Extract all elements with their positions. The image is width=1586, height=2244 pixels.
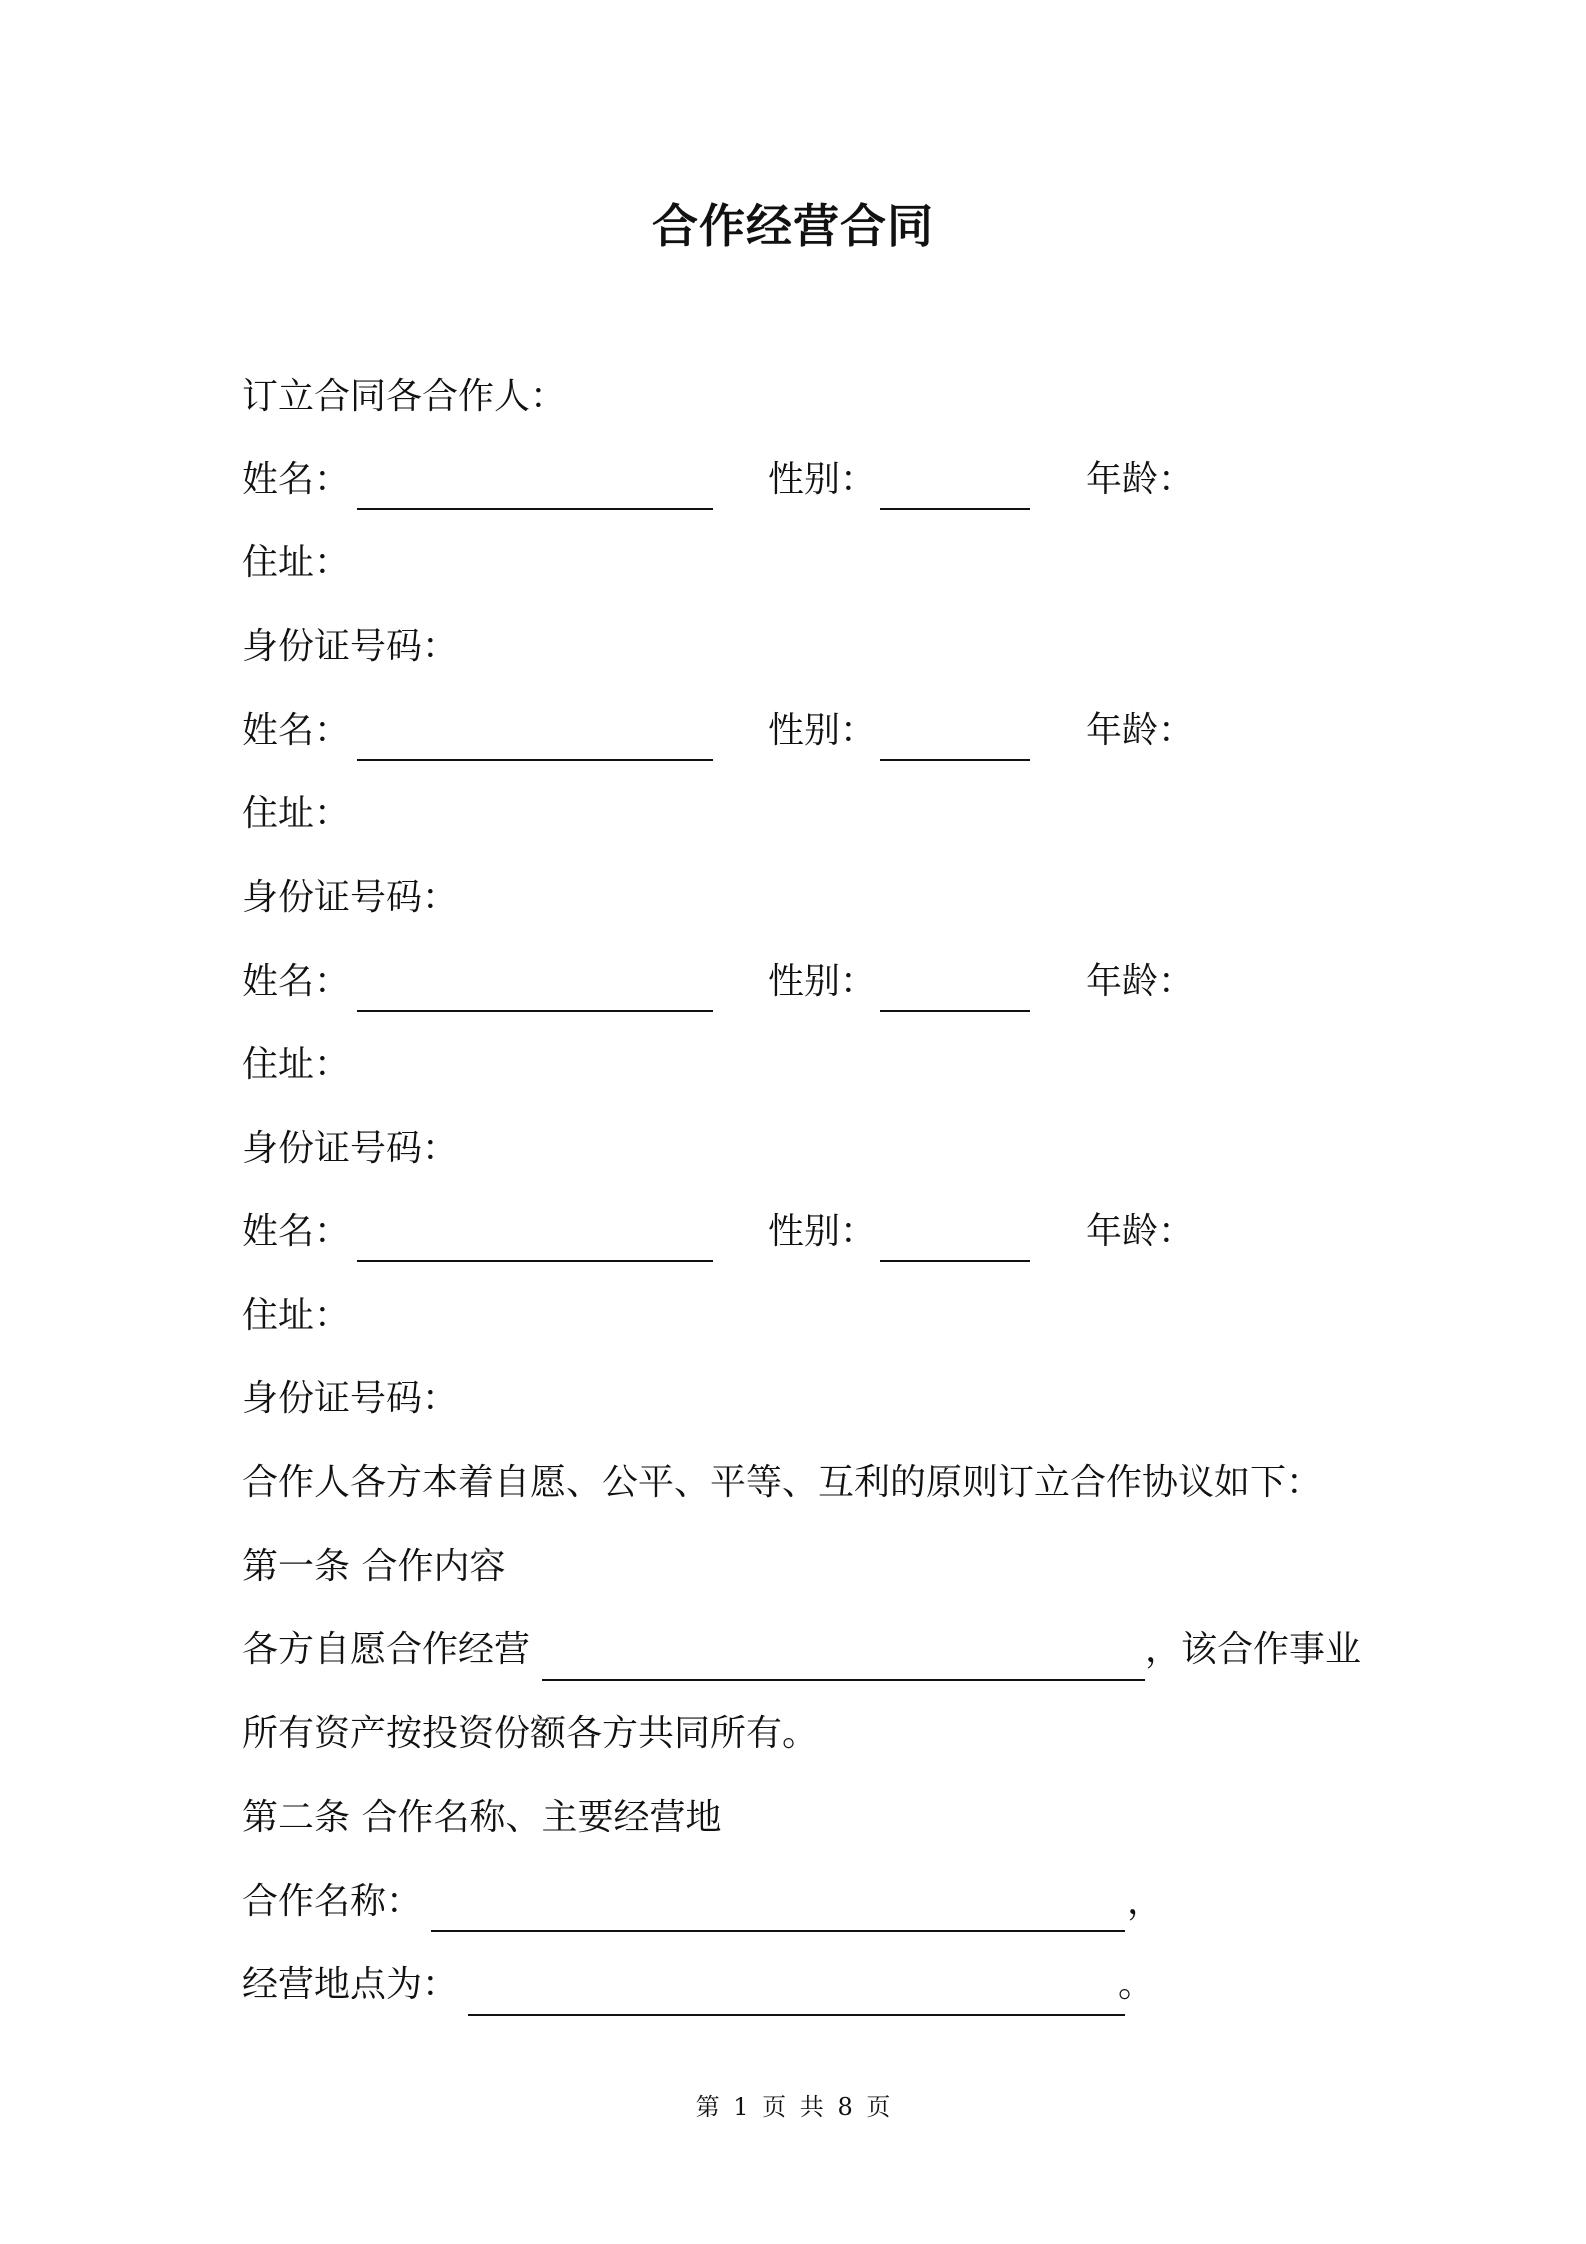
name-blank[interactable] <box>357 508 713 510</box>
cooperation-name-label: 合作名称： <box>242 1881 423 1922</box>
age-label: 年龄： <box>1086 961 1195 1002</box>
principle-text: 合作人各方本着自愿、公平、平等、互利的原则订立合作协议如下： <box>242 1462 1323 1503</box>
cooperation-name-blank[interactable] <box>431 1930 1125 1932</box>
address-label: 住址： <box>242 542 351 583</box>
name-label: 姓名： <box>242 961 351 1002</box>
name-blank[interactable] <box>357 1260 713 1262</box>
address-label: 住址： <box>242 1295 351 1336</box>
name-label: 姓名： <box>242 710 351 751</box>
name-label: 姓名： <box>242 459 351 500</box>
gender-blank[interactable] <box>880 508 1030 510</box>
gender-label: 性别： <box>768 1211 877 1252</box>
page-indicator: 第 1 页 共 8 页 <box>695 2093 891 2121</box>
address-label: 住址： <box>242 1044 351 1085</box>
intro-text: 订立合同各合作人： <box>242 376 567 417</box>
business-place-suffix: 。 <box>1118 1964 1155 2005</box>
article1-line2: 所有资产按投资份额各方共同所有。 <box>242 1713 819 1754</box>
gender-label: 性别： <box>768 710 877 751</box>
id-number-label: 身份证号码： <box>242 626 459 667</box>
age-label: 年龄： <box>1086 1211 1195 1252</box>
name-blank[interactable] <box>357 1010 713 1012</box>
business-place-label: 经营地点为： <box>242 1964 459 2005</box>
article2-heading: 第二条 合作名称、主要经营地 <box>242 1797 722 1838</box>
id-number-label: 身份证号码： <box>242 877 459 918</box>
address-label: 住址： <box>242 793 351 834</box>
age-label: 年龄： <box>1086 710 1195 751</box>
id-number-label: 身份证号码： <box>242 1378 459 1419</box>
gender-blank[interactable] <box>880 1010 1030 1012</box>
article1-heading: 第一条 合作内容 <box>242 1546 506 1587</box>
name-label: 姓名： <box>242 1211 351 1252</box>
business-content-blank[interactable] <box>542 1679 1145 1681</box>
document-title: 合作经营合同 <box>652 199 934 253</box>
gender-blank[interactable] <box>880 1260 1030 1262</box>
id-number-label: 身份证号码： <box>242 1128 459 1169</box>
name-blank[interactable] <box>357 759 713 761</box>
gender-label: 性别： <box>768 459 877 500</box>
business-place-blank[interactable] <box>468 2014 1125 2016</box>
age-label: 年龄： <box>1086 459 1195 500</box>
article1-line1-prefix: 各方自愿合作经营 <box>242 1629 531 1670</box>
gender-blank[interactable] <box>880 759 1030 761</box>
article1-line1-suffix: ，该合作事业 <box>1145 1629 1362 1670</box>
gender-label: 性别： <box>768 961 877 1002</box>
cooperation-name-suffix: ， <box>1127 1881 1164 1922</box>
